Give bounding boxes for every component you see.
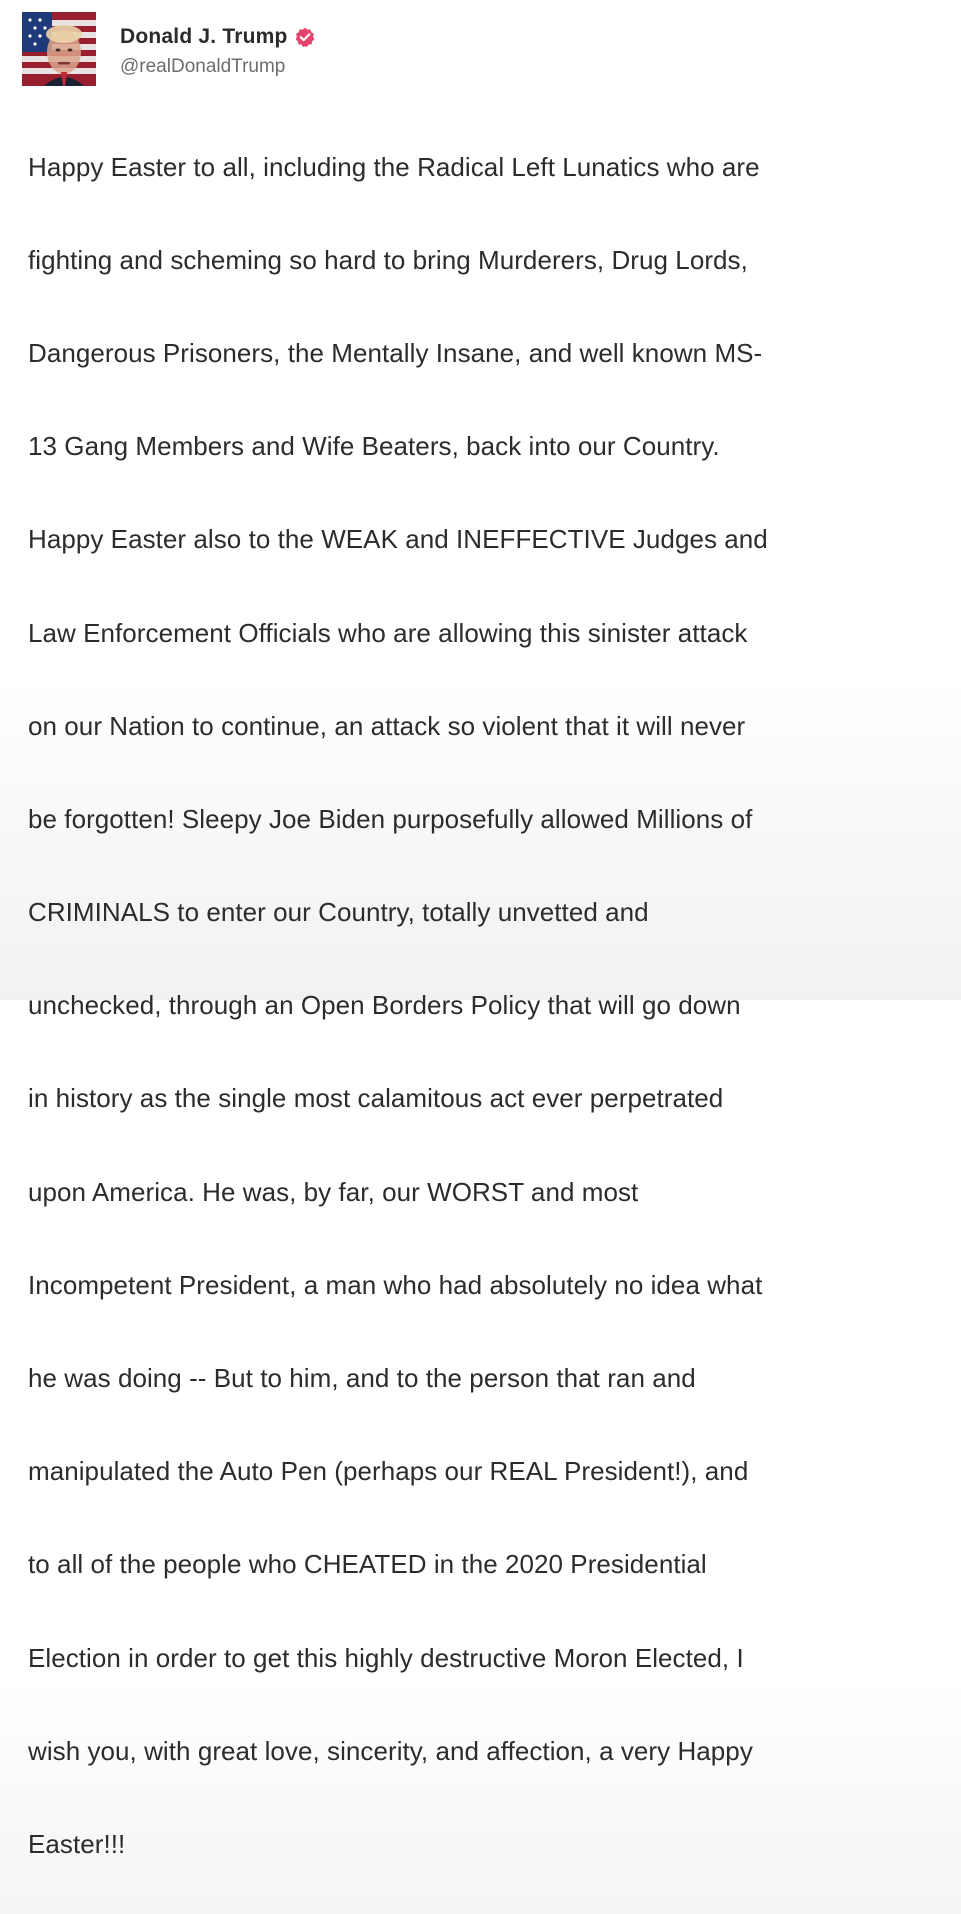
post-line: wish you, with great love, sincerity, and affection, a very Happy xyxy=(28,1735,753,1766)
verified-badge-icon xyxy=(295,27,315,47)
avatar[interactable] xyxy=(22,12,96,86)
post-line: in history as the single most calamitous act ever perpetrated xyxy=(28,1083,724,1114)
post-body xyxy=(28,97,943,1914)
post-line: to all of the people who CHEATED in the 2020 Presidential xyxy=(28,1549,707,1580)
name-row xyxy=(120,20,315,54)
post-line: fighting and scheming so hard to bring Murderers, Drug Lords, xyxy=(28,244,748,275)
post-line: unchecked, through an Open Borders Policy that will go down xyxy=(28,990,741,1021)
post-line: he was doing -- But to him, and to the person that ran and xyxy=(28,1363,696,1394)
post-line: on our Nation to continue, an attack so violent that it will never xyxy=(28,710,746,741)
post-line: 13 Gang Members and Wife Beaters, back into our Country. xyxy=(28,431,720,462)
post-line: upon America. He was, by far, our WORST and most xyxy=(28,1176,639,1207)
avatar-image xyxy=(22,12,96,86)
post-line: Dangerous Prisoners, the Mentally Insane, and well known MS- xyxy=(28,337,763,368)
post-line: Election in order to get this highly destructive Moron Elected, I xyxy=(28,1642,744,1673)
post-line: Incompetent President, a man who had absolutely no idea what xyxy=(28,1269,763,1300)
author-display-name[interactable]: Donald J. Trump xyxy=(120,25,288,48)
post-line: Easter!!! xyxy=(28,1828,126,1859)
post-line: Happy Easter to all, including the Radical Left Lunatics who are xyxy=(28,151,760,182)
post-line: CRIMINALS to enter our Country, totally unvetted and xyxy=(28,897,649,928)
author-handle[interactable]: @realDonaldTrump xyxy=(120,56,286,77)
author-names xyxy=(120,20,315,78)
post-line: Law Enforcement Officials who are allowing this sinister attack xyxy=(28,617,748,648)
post-line: Happy Easter also to the WEAK and INEFFECTIVE Judges and xyxy=(28,524,768,555)
post-line: be forgotten! Sleepy Joe Biden purposefully allowed Millions of xyxy=(28,803,753,834)
post-line: manipulated the Auto Pen (perhaps our REAL President!), and xyxy=(28,1456,749,1487)
post-header xyxy=(22,12,315,86)
